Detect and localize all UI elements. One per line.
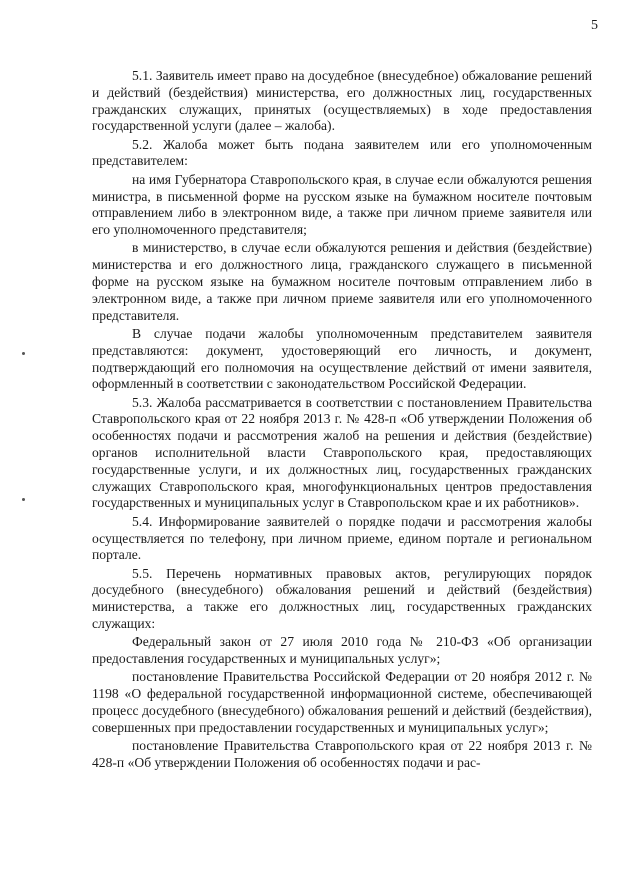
scan-mark <box>22 498 25 501</box>
scan-mark <box>22 352 25 355</box>
paragraph-federal-law: Федеральный закон от 27 июля 2010 года № 210-ФЗ «Об организации предоставления государственных и муниципальных услуг»; <box>92 634 592 667</box>
paragraph-governor: на имя Губернатора Ставропольского края, в случае если обжалуются решения министра, в письменной форме на русском языке на бумажном носителе почтовым отправлением либо в электронном виде, а также при личном приеме заявителя или его уполномоченного представителя; <box>92 171 592 238</box>
paragraph-5-3: 5.3. Жалоба рассматривается в соответствии с постановлением Правительства Ставропольского края от 22 ноября 2013 г. № 428-п «Об утверждении Положения об особенностях подачи и рассмотрения жалоб на решения и действия (бездействие) органов исполнительной власти Ставропольского края, предоставляющих государственные услуги, и их должностных лиц, государственных гражданских служащих Ставропольского края, многофункциональных центров предоставления государственных и муниципальных услуг в Ставропольском крае и их работников». <box>92 394 592 511</box>
page-number: 5 <box>591 18 598 33</box>
paragraph-sk-resolution: постановление Правительства Ставропольского края от 22 ноября 2013 г. № 428-п «Об утверждении Положения об особенностях подачи и рас- <box>92 738 592 770</box>
document-body <box>92 68 592 772</box>
paragraph-representative: В случае подачи жалобы уполномоченным представителем заявителя представляются: документ, удостоверяющий его личность, и документ, подтверждающий его полномочия на осуществление действий от имени заявителя, оформленный в соответствии с законодательством Российской Федерации. <box>92 325 592 392</box>
paragraph-5-2: 5.2. Жалоба может быть подана заявителем или его уполномоченным представителем: <box>92 136 592 169</box>
paragraph-ministry: в министерство, в случае если обжалуются решения и действия (бездействие) министерства и его должностного лица, гражданского служащего в письменной форме на русском языке на бумажном носителе почтовым отправлением либо в электронном виде, а также при личном приеме заявителя или его уполномоченного представителя. <box>92 240 592 323</box>
paragraph-rf-resolution: постановление Правительства Российской Федерации от 20 ноября 2012 г. № 1198 «О федеральной государственной информационной системе, обеспечивающей процесс досудебного (внесудебного) обжалования решений и действий (бездействия), совершенных при предоставлении государственных и муниципальных услуг»; <box>92 669 592 735</box>
paragraph-5-5: 5.5. Перечень нормативных правовых актов, регулирующих порядок досудебного (внесудебного) обжалования решений и действий (бездействия) министерства, а также его должностных лиц, государственных гражданских служащих: <box>92 565 592 631</box>
paragraph-5-4: 5.4. Информирование заявителей о порядке подачи и рассмотрения жалобы осуществляется по телефону, при личном приеме, едином портале и региональном портале. <box>92 513 592 563</box>
paragraph-5-1: 5.1. Заявитель имеет право на досудебное (внесудебное) обжалование решений и действий (бездействия) министерства, его должностных лиц, государственных гражданских служащих, принятых (осуществляемых) в ходе предоставления государственной услуги (далее – жалоба). <box>92 68 592 134</box>
